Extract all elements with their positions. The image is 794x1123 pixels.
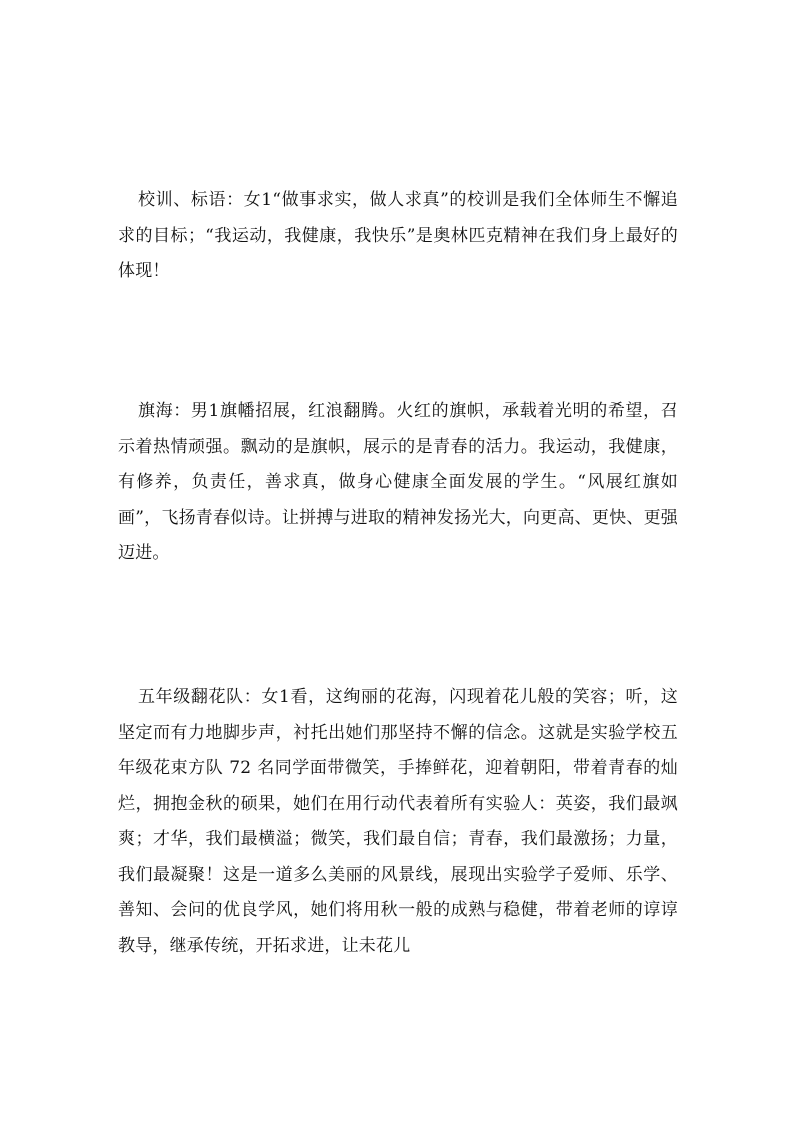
paragraph-grade5-flower-team: 五年级翻花队：女1看，这绚丽的花海，闪现着花儿般的笑容；听，这坚定而有力地脚步声，衬托出她们那坚持不懈的信念。这就是实验学校五年级花束方队 72 名同学面带微笑，手捧鲜花，迎着朝阳，带着青春的灿烂，拥抱金秋的硕果，她们在用行动代表着所有实验人：英姿，我们最飒爽；才华，我们最横溢；微笑，我们最自信；青春，我们最激扬；力量，我们最凝聚！这是一道多么美丽的风景线，展现出实验学子爱师、乐学、善知、会问的优良学风，她们将用秋一般的成熟与稳健，带着老师的谆谆教导，继承传统，开拓求进，让未花儿 [118,687,678,956]
paragraph-motto-slogan: 校训、标语：女1“做事求实，做人求真”的校训是我们全体师生不懈追求的目标；“我运动，我健康，我快乐”是奥林匹克精神在我们身上最好的体现！ [118,190,678,281]
paragraph-flag-sea: 旗海：男1旗幡招展，红浪翻腾。火红的旗帜，承载着光明的希望，召示着热情顽强。飘动的是旗帜，展示的是青春的活力。我运动，我健康，有修养，负责任，善求真，做身心健康全面发展的学生。“风展红旗如画”，飞扬青春似诗。让拼搏与进取的精神发扬光大，向更高、更快、更强迈进。 [118,401,678,563]
